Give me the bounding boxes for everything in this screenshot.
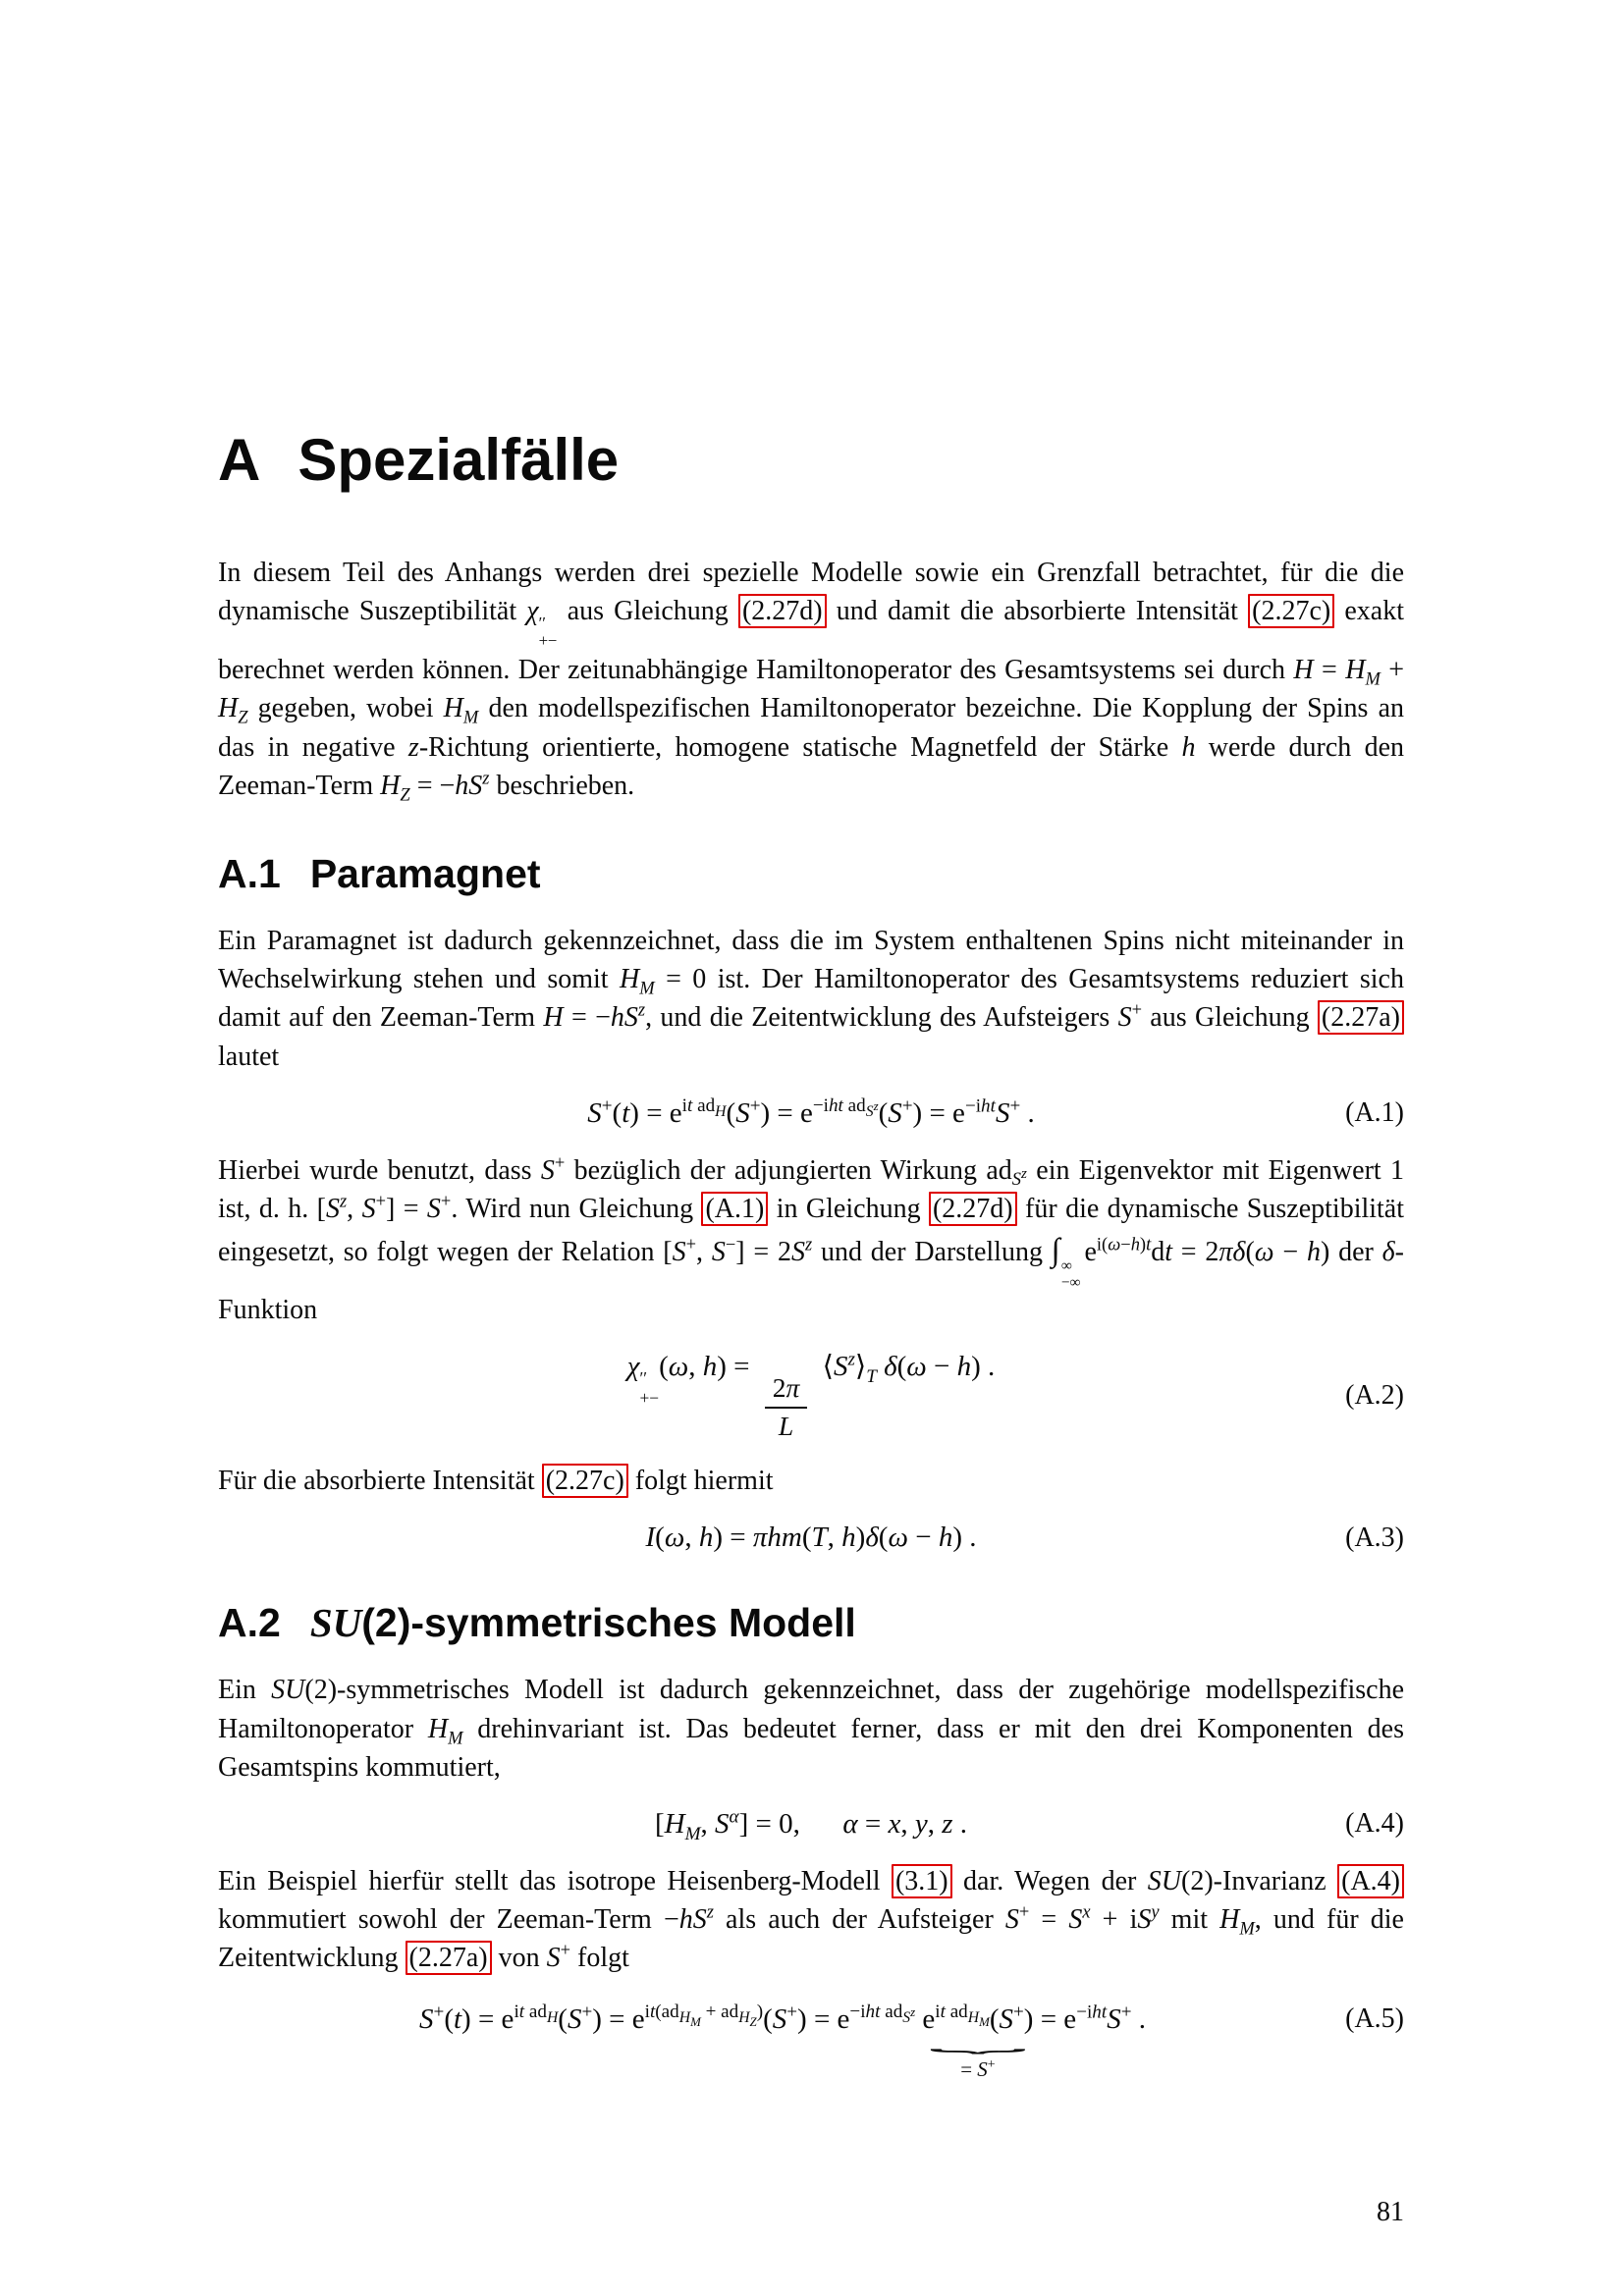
underbrace-label: = S+ bbox=[960, 2056, 996, 2081]
equation-a2-tag: (A.2) bbox=[1345, 1379, 1404, 1411]
chapter-number: A bbox=[218, 427, 261, 493]
equation-a4-tag: (A.4) bbox=[1345, 1808, 1404, 1840]
fraction-2pi-over-L: $\frac{2\pi}{L}$ bbox=[765, 1373, 808, 1442]
equation-a1-tag: (A.1) bbox=[1345, 1097, 1404, 1129]
chapter-title: Spezialfälle bbox=[298, 427, 620, 493]
ref-eq-2-27d[interactable]: (2.27d) bbox=[738, 594, 827, 628]
equation-a2 bbox=[218, 1349, 1404, 1442]
section-number-a2: A.2 bbox=[218, 1600, 281, 1646]
ref-eq-a-1[interactable]: (A.1) bbox=[701, 1192, 768, 1226]
underbrace-group: $e^{it ad_{H_M}}(S^+)$ ⏟ = S+ bbox=[922, 2001, 1034, 2081]
ref-eq-2-27a[interactable]: (2.27a) bbox=[1318, 1000, 1404, 1035]
paragraph-a2-2: Ein Beispiel hierfür stellt das isotrope Heisenberg-Modell (3.1) dar. Wegen der SU(2)-Invarianz (A.4) kommutiert sowohl der Zeeman-Term $-hS^z$ als auch der Aufsteiger $S^+ = S^x + iS^y$ mit $H_M$, und für die Zeitentwicklung (2.27a) von S+ folgt bbox=[218, 1865, 1404, 1974]
ref-eq-2-27c[interactable]: (2.27c) bbox=[1248, 594, 1334, 628]
page-content bbox=[218, 0, 1404, 2126]
paragraph-chapter-intro: In diesem Teil des Anhangs werden drei spezielle Modelle sowie ein Grenzfall betrachtet, für die die dynamische Suszeptibilität χ ′′ +− aus Gleichung (2.27d) und damit die absorbierte Intensität (2.27c) exakt berechnet werden können. Der zeitunabhängige Hamiltonoperator des Gesamtsystems sei durch $H = H_M + H_Z$ gegeben, wobei $H_M$ den modellspezifischen Hamiltonoperator bezeichne. Die Kopplung der Spins an das in negative z-Richtung orientierte, homogene statische Magnetfeld der Stärke h werde durch den Zeeman-Term $H_Z = -hS^z$ beschrieben. bbox=[218, 558, 1405, 805]
equation-a3-tag: (A.3) bbox=[1345, 1522, 1404, 1553]
page-footer bbox=[218, 2197, 1404, 2228]
equation-a3-body: I(ω, h) = πhm(T, h)δ(ω − h) . bbox=[645, 1522, 977, 1554]
equation-a1-body: $S^+(t) = e^{it ad_H}(S^+) = e^{-iht ad_{S^z}}(S^+) = e^{-iht}S^+$ . bbox=[587, 1095, 1035, 1129]
equation-a1 bbox=[218, 1097, 1404, 1130]
paragraph-a1-2: Hierbei wurde benutzt, dass S+ bezüglich der adjungierten Wirkung $ad_{S^z}$ ein Eigenvektor mit Eigenwert 1 ist, d. h. [$S^z$, S+] = S+. Wird nun Gleichung (A.1) in Gleichung (2.27d) für die dynamische Suszeptibilität eingesetzt, so folgt wegen der Relation [S+, $S^-] = 2S^z$ und der Darstellung ∫ ∞ −∞ $e^{i(\omega-h)t}dt = 2\pi\delta(\omega - h)$ der δ-Funktion bbox=[218, 1152, 1405, 1326]
paragraph-a1-1: Ein Paramagnet ist dadurch gekennzeichnet, dass die im System enthaltenen Spins nicht miteinander in Wechselwirkung stehen und somit $H_M = 0$ ist. Der Hamiltonoperator des Gesamtsystems reduziert sich damit auf den Zeeman-Term $H = -hS^z$, und die Zeitentwicklung des Aufsteigers S+ aus Gleichung (2.27a) lautet bbox=[218, 926, 1404, 1072]
ref-eq-a-4[interactable]: (A.4) bbox=[1337, 1864, 1404, 1898]
equation-a5 bbox=[218, 2001, 1404, 2081]
paragraph-a2-1: Ein SU(2)-symmetrisches Modell ist dadurch gekennzeichnet, dass der zugehörige modellspezifische Hamiltonoperator $H_M$ drehinvariant ist. Das bedeutet ferner, dass er mit den drei Komponenten des Gesamtspins kommutiert, bbox=[218, 1675, 1405, 1783]
section-heading-a2 bbox=[218, 1601, 1404, 1645]
section-heading-a1 bbox=[218, 852, 1404, 896]
equation-a5-tag: (A.5) bbox=[1345, 2003, 1404, 2035]
equation-a5-body: $S^+(t) = e^{it ad_H}(S^+) = e^{it(ad_{H_M} + ad_{H_Z})}(S^+) = e^{-iht ad_{S^z}}$ $e^{it ad_{H_M}}(S^+)$ ⏟ = S+ = $e^{-iht}S^+$ . bbox=[419, 2001, 1146, 2081]
section-title-a1: Paramagnet bbox=[309, 850, 541, 896]
chapter-heading bbox=[218, 428, 1404, 493]
equation-a2-body: χ ′′ +− (ω, h) = $\frac{2\pi}{L}$ $⟨S^z⟩_T$ δ(ω − h) . bbox=[626, 1349, 996, 1442]
paragraph-a1-3: Für die absorbierte Intensität (2.27c) folgt hiermit bbox=[218, 1466, 774, 1497]
ref-eq-2-27d-2[interactable]: (2.27d) bbox=[929, 1192, 1017, 1226]
ref-eq-2-27c-2[interactable]: (2.27c) bbox=[542, 1464, 628, 1498]
underbrace-icon: ⏟ bbox=[928, 2027, 1027, 2054]
ref-eq-3-1[interactable]: (3.1) bbox=[892, 1864, 952, 1898]
equation-a4-body: [$H_M$, $S^\alpha] = 0$, α = x, y, z . bbox=[654, 1806, 967, 1844]
equation-a3 bbox=[218, 1522, 1404, 1554]
page-number: 81 bbox=[1377, 2197, 1404, 2227]
ref-eq-2-27a-2[interactable]: (2.27a) bbox=[406, 1941, 492, 1975]
section-title-a2: SU(2)-symmetrisches Modell bbox=[309, 1600, 856, 1646]
section-number-a1: A.1 bbox=[218, 850, 281, 896]
equation-a4 bbox=[218, 1806, 1404, 1844]
